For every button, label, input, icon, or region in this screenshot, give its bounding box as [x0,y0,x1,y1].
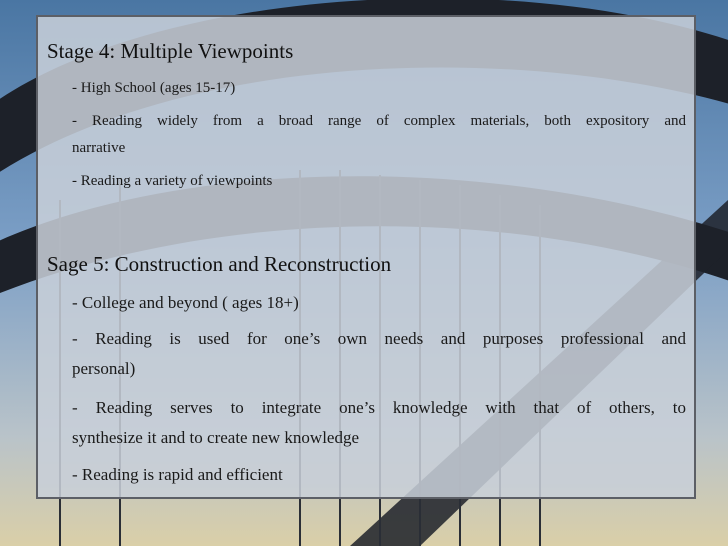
stage5-bullet-4-line-1: - Reading is rapid and efficient [72,465,283,484]
stage4-bullet-2-line-2: narrative [72,140,126,156]
stage4-bullet-1-line-1: - High School (ages 15-17) [72,80,236,96]
stage4-bullet-2-line-1: - Reading widely from a broad range of complex materials, both expository and [72,113,686,129]
stage5-bullet-2-line-1: - Reading is used for one’s own needs and purposes professional and [72,329,686,348]
stage5-title: Sage 5: Construction and Reconstruction [47,252,392,276]
stage4-bullet-3-line-1: - Reading a variety of viewpoints [72,173,273,189]
stage5-bullet-1-line-1: - College and beyond ( ages 18+) [72,293,299,312]
stage5-bullet-3-line-2: synthesize it and to create new knowledge [72,428,360,447]
stage5-bullet-2-line-2: personal) [72,359,136,378]
content-panel [36,15,696,499]
stage4-title: Stage 4: Multiple Viewpoints [47,39,294,63]
stage5-bullet-3-line-1: - Reading serves to integrate one’s knowledge with that of others, to [72,398,686,417]
